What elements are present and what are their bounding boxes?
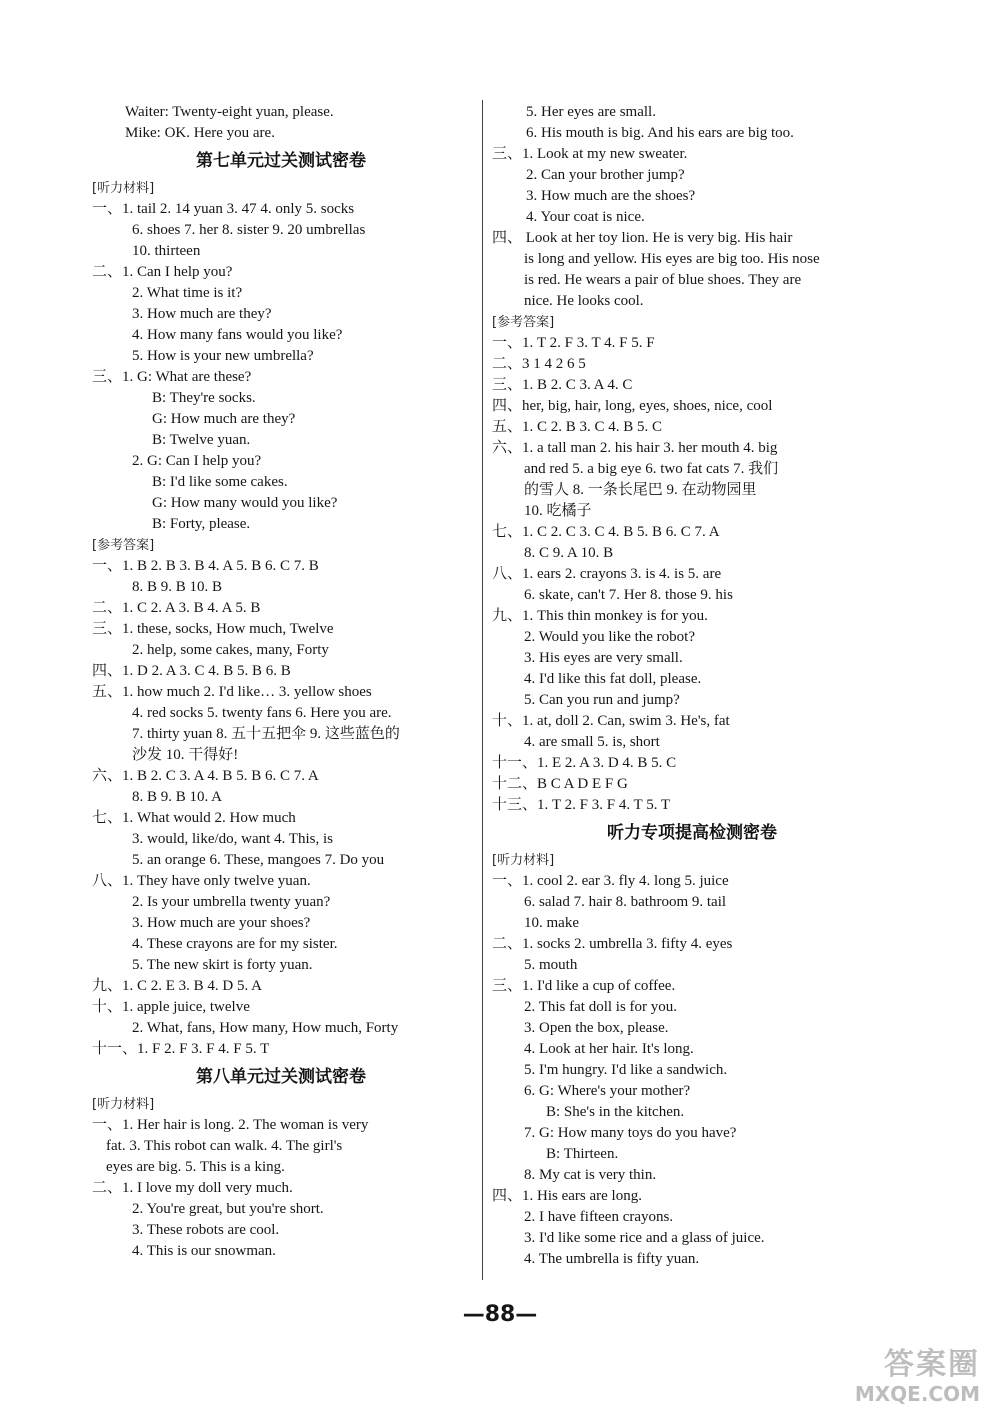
text-line: B: I'd like some cakes. [152,474,288,490]
text-line: 8. B 9. B 10. A [132,789,223,805]
text-line: 2. G: Can I help you? [132,453,262,469]
text-line: 2. help, some cakes, many, Forty [132,642,329,658]
text-line: 四、1. His ears are long. [492,1188,642,1204]
text-line: 4. This is our snowman. [132,1243,276,1259]
text-line: 三、1. B 2. C 3. A 4. C [492,377,633,393]
text-line: 八、1. They have only twelve yuan. [92,873,311,889]
text-line: 十、1. at, doll 2. Can, swim 3. He's, fat [492,713,730,729]
text-line: 10. make [524,915,579,931]
text-line: 3. How much are the shoes? [526,188,696,204]
text-line: 2. You're great, but you're short. [132,1201,324,1217]
text-line: 5. How is your new umbrella? [132,348,314,364]
text-line: 二、1. Can I help you? [92,264,233,280]
text-line: 3. How much are your shoes? [132,915,311,931]
text-line: 沙发 10. 干得好! [132,747,239,763]
text-line: 5. Can you run and jump? [524,692,680,708]
text-line: 4. I'd like this fat doll, please. [524,671,702,687]
text-line: and red 5. a big eye 6. two fat cats 7. 我们 [524,461,779,477]
text-line: 5. mouth [524,957,578,973]
text-line: 6. His mouth is big. And his ears are big too. [526,125,794,141]
text-line: 6. skate, can't 7. Her 8. those 9. his [524,587,733,603]
text-line: 2. Is your umbrella twenty yuan? [132,894,331,910]
section-title: 第八单元过关测试密卷 [196,1067,366,1087]
text-line: G: How much are they? [152,411,296,427]
text-line: B: Forty, please. [152,516,251,532]
text-line: 3. Open the box, please. [524,1020,669,1036]
section-label: [听力材料] [492,853,555,868]
text-line: 一、1. T 2. F 3. T 4. F 5. F [492,335,655,351]
text-line: 的雪人 8. 一条长尾巴 9. 在动物园里 [524,482,757,498]
text-line: 5. Her eyes are small. [526,104,656,120]
text-line: 5. I'm hungry. I'd like a sandwich. [524,1062,728,1078]
text-line: 10. 吃橘子 [524,503,592,519]
text-line: 4. How many fans would you like? [132,327,343,343]
text-line: 三、1. G: What are these? [92,369,252,385]
text-line: 5. The new skirt is forty yuan. [132,957,313,973]
text-line: B: They're socks. [152,390,256,406]
text-line: 六、1. B 2. C 3. A 4. B 5. B 6. C 7. A [92,768,319,784]
section-label: [参考答案] [492,315,555,330]
text-line: 2. What time is it? [132,285,243,301]
text-line: 6. shoes 7. her 8. sister 9. 20 umbrellas [132,222,366,238]
text-line: 10. thirteen [132,243,201,259]
watermark-text: 答案圈 [884,1347,980,1382]
section-title: 听力专项提高检测密卷 [607,823,777,843]
text-line: 8. My cat is very thin. [524,1167,657,1183]
text-line: Waiter: Twenty-eight yuan, please. [125,104,334,120]
text-line: 十二、B C A D E F G [492,776,628,792]
watermark-logo [855,1348,980,1406]
text-line: 一、1. cool 2. ear 3. fly 4. long 5. juice [492,873,729,889]
text-line: 4. The umbrella is fifty yuan. [524,1251,700,1267]
text-line: 五、1. how much 2. I'd like… 3. yellow shoes [92,684,372,700]
text-line: 十三、1. T 2. F 3. F 4. T 5. T [492,797,671,813]
text-line: B: Twelve yuan. [152,432,251,448]
text-line: 七、1. C 2. C 3. C 4. B 5. B 6. C 7. A [492,524,720,540]
right-column [492,102,892,1270]
text-line: nice. He looks cool. [524,293,644,309]
text-line: B: Thirteen. [546,1146,619,1162]
text-line: Mike: OK. Here you are. [125,125,275,141]
text-line: B: She's in the kitchen. [546,1104,685,1120]
text-line: 7. G: How many toys do you have? [524,1125,737,1141]
section-label: [参考答案] [92,538,155,553]
text-line: 3. I'd like some rice and a glass of juice. [524,1230,765,1246]
text-line: 五、1. C 2. B 3. C 4. B 5. C [492,419,663,435]
text-line: 4. Your coat is nice. [526,209,645,225]
text-line: 一、1. tail 2. 14 yuan 3. 47 4. only 5. socks [92,201,355,217]
text-line: 7. thirty yuan 8. 五十五把伞 9. 这些蓝色的 [132,726,400,742]
text-line: 4. red socks 5. twenty fans 6. Here you are. [132,705,392,721]
text-line: 5. an orange 6. These, mangoes 7. Do you [132,852,385,868]
text-line: 3. How much are they? [132,306,272,322]
text-line: 6. salad 7. hair 8. bathroom 9. tail [524,894,727,910]
text-line: 3. would, like/do, want 4. This, is [132,831,333,847]
text-line: 二、3 1 4 2 6 5 [492,356,586,372]
text-line: 3. These robots are cool. [132,1222,280,1238]
text-line: 三、1. these, socks, How much, Twelve [92,621,334,637]
section-label: [听力材料] [92,181,155,196]
section-title: 第七单元过关测试密卷 [196,151,366,171]
text-line: eyes are big. 5. This is a king. [106,1159,285,1175]
text-line: 六、1. a tall man 2. his hair 3. her mouth 4. big [492,440,778,456]
text-line: 二、1. I love my doll very much. [92,1180,293,1196]
text-line: 三、1. Look at my new sweater. [492,146,688,162]
text-line: G: How many would you like? [152,495,338,511]
text-line: 三、1. I'd like a cup of coffee. [492,978,676,994]
text-line: 四、 Look at her toy lion. He is very big. His hair [492,230,793,246]
text-line: 4. are small 5. is, short [524,734,660,750]
text-line: 九、1. This thin monkey is for you. [492,608,708,624]
text-line: 8. C 9. A 10. B [524,545,614,561]
text-line: 十一、1. F 2. F 3. F 4. F 5. T [92,1041,270,1057]
text-line: 九、1. C 2. E 3. B 4. D 5. A [92,978,263,994]
section-label: [听力材料] [92,1097,155,1112]
text-line: 一、1. B 2. B 3. B 4. A 5. B 6. C 7. B [92,558,319,574]
text-line: 2. This fat doll is for you. [524,999,678,1015]
text-line: is long and yellow. His eyes are big too. His nose [524,251,820,267]
text-line: is red. He wears a pair of blue shoes. They are [524,272,802,288]
text-line: 2. I have fifteen crayons. [524,1209,674,1225]
text-line: 4. Look at her hair. It's long. [524,1041,694,1057]
text-line: 十一、1. E 2. A 3. D 4. B 5. C [492,755,677,771]
text-line: 一、1. Her hair is long. 2. The woman is very [92,1117,369,1133]
text-line: 2. What, fans, How many, How much, Forty [132,1020,399,1036]
column-divider [482,100,483,1280]
text-line: 二、1. socks 2. umbrella 3. fifty 4. eyes [492,936,733,952]
text-line: 二、1. C 2. A 3. B 4. A 5. B [92,600,261,616]
left-column [92,102,470,1262]
text-line: 3. His eyes are very small. [524,650,683,666]
text-line: 十、1. apple juice, twelve [92,999,250,1015]
text-line: fat. 3. This robot can walk. 4. The girl's [106,1138,343,1154]
text-line: 2. Would you like the robot? [524,629,695,645]
watermark-url: MXQE.COM [854,1382,980,1406]
text-line: 8. B 9. B 10. B [132,579,223,595]
text-line: 四、her, big, hair, long, eyes, shoes, nice, cool [492,398,773,414]
text-line: 八、1. ears 2. crayons 3. is 4. is 5. are [492,566,722,582]
text-line: 2. Can your brother jump? [526,167,685,183]
page-number: —88— [462,1302,538,1327]
text-line: 6. G: Where's your mother? [524,1083,691,1099]
text-line: 四、1. D 2. A 3. C 4. B 5. B 6. B [92,663,291,679]
text-line: 七、1. What would 2. How much [92,810,296,826]
text-line: 4. These crayons are for my sister. [132,936,338,952]
